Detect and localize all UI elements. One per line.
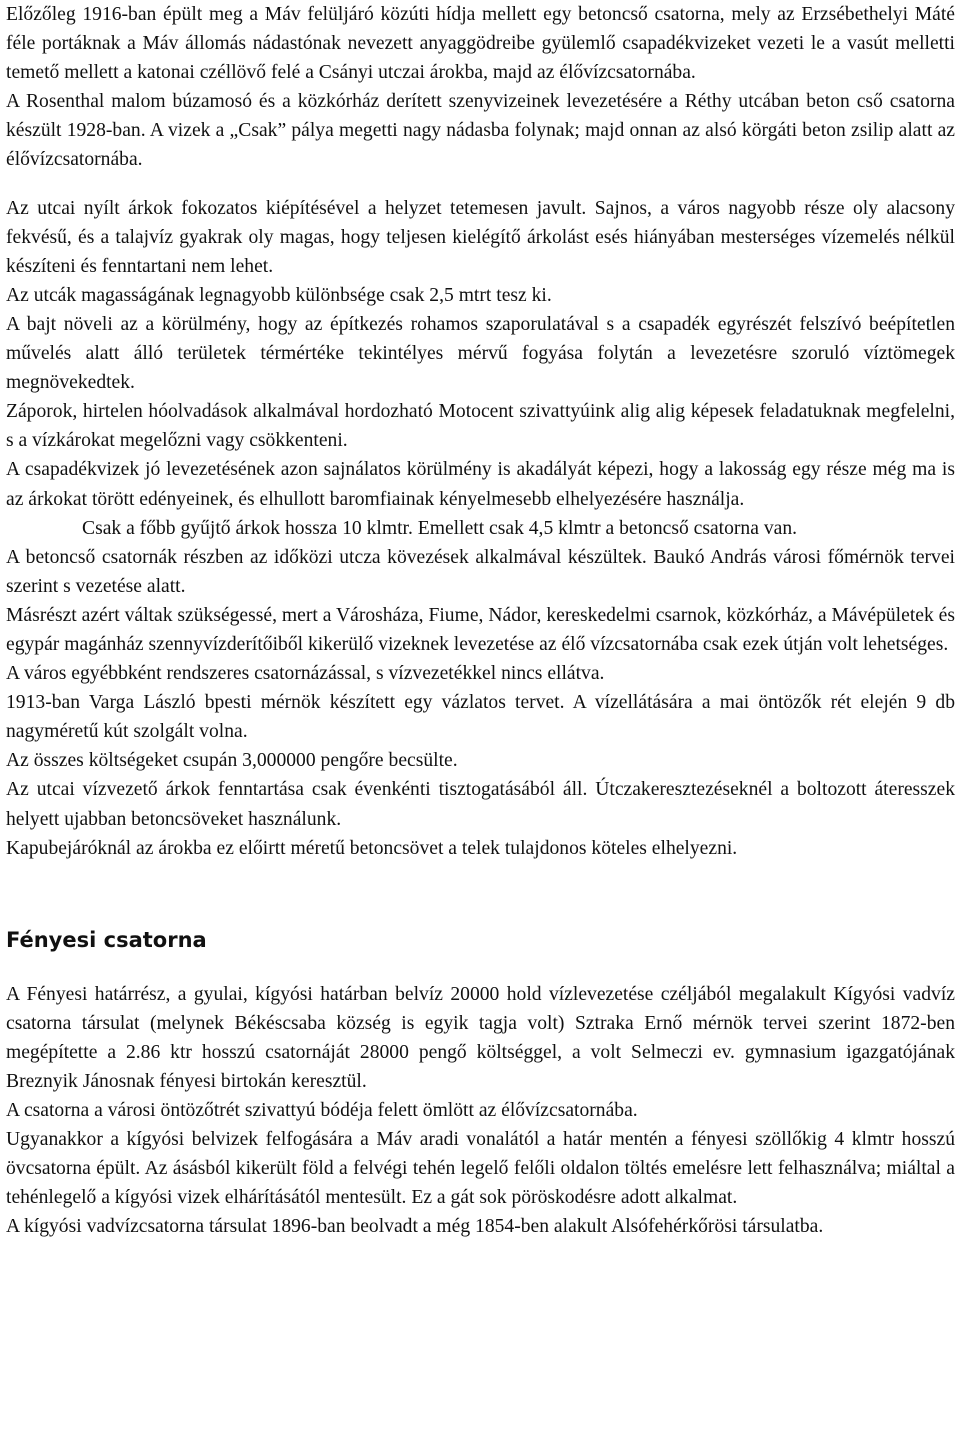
paragraph-varga-plan: 1913-ban Varga László bpesti mérnök készített egy vázlatos tervet. A vízellátására a mai öntözők rét elején 9 db nagyméretű kút szolgált volna. [6, 692, 955, 743]
paragraph-belt-canal: Ugyanakkor a kígyósi belvizek felfogására a Máv aradi vonalától a határ mentén a fényesi szöllőkig 4 klmtr hosszú övcsatorna épült. Az ásásból kikerült föld a felvégi tehén legelő felőli oldalon töltés emelésre lett felhasználva; miáltal a tehénlegelő a kígyósi vizek elhárításától mentesült. Ez a gát sok pöröskodésre adott alkalmat. [6, 1129, 955, 1209]
paragraph-rosenthal-mill: A Rosenthal malom búzamosó és a közkórház derített szenyvizeinek levezetésére a Réthy utcában beton cső csatorna készült 1928-ban. A vizek a „Csak” pálya megetti nagy nádasba folynak; majd onnan az alsó körgáti beton zsilip alatt az élővízcsatornába. [6, 91, 955, 171]
paragraph-downpours: Záporok, hirtelen hóolvadások alkalmával hordozható Motocent szivattyúink alig alig képesek feladatuknak megfelelni, s a vízkárokat megelőzni vagy csökkenteni. [6, 401, 955, 452]
paragraph-total-cost: Az összes költségeket csupán 3,000000 pengőre becsülte. [6, 750, 458, 772]
paragraph-canal-outflow: A csatorna a városi öntözőtrét szivattyú bódéja felett ömlött az élővízcsatornába. [6, 1100, 638, 1122]
paragraph-fenyesi-area: A Fényesi határrész, a gyulai, kígyósi határban belvíz 20000 hold vízlevezetése czéljából megalakult Kígyósi vadvíz csatorna társulat (melynek Békéscsaba község is egyik tagja volt) Sztraka Ernő mérnök tervei szerint 1872-ben megépítette a 2.86 ktr hosszú csatornáját 28000 pengő költséggel, a volt Selmeczi ev. gymnasium igazgatójának Breznyik Jánosnak fényesi birtokán keresztül. [6, 983, 955, 1092]
paragraph-no-sewerage: A város egyébbként rendszeres csatornázással, s vízvezetékkel nincs ellátva. [6, 663, 605, 685]
paragraph-construction-growth: A bajt növeli az a körülmény, hogy az építkezés rohamos szaporulatával s a csapadék egyrészét felszívó beépítetlen művelés alatt álló területek térmértéke tekintélyes mérvű fogyása folytán a levezetésre szoruló víztömegek megnövekedtek. [6, 313, 955, 394]
paragraph-gateway-pipes: Kapubejáróknál az árokba ez előirtt méretű betoncsövet a telek tulajdonos köteles elhelyezni. [6, 837, 738, 859]
paragraph-open-ditches: Az utcai nyílt árkok fokozatos kiépítésével a helyzet tetemesen javult. Sajnos, a város nagyobb része oly alacsony fekvésű, és a talajvíz gyakrak oly magas, hogy teljesen kielégítő árkolást esés hiányában mesterséges vízemelés nélkül készíteni és fenntartani nem lehet. [6, 197, 955, 277]
section-heading: Fényesi csatorna [6, 927, 207, 952]
paragraph-footbridge-canal: Előzőleg 1916-ban épült meg a Máv felüljáró közúti hídja mellett egy betoncső csatorna, mely az Erzsébethelyi Máté féle portáknak a Máv állomás nádastónak nevezett anyaggödreibe gyülemlő csapadékvizeket vezeti le a vasút melletti temető mellett a katonai czéllövő felé a Csányi utczai árokba, majd az élővízcsatornába. [6, 4, 955, 84]
paragraph-ditch-length: Csak a főbb gyűjtő árkok hossza 10 klmtr. Emellett csak 4,5 klmtr a betoncső csatorna van. [82, 517, 798, 539]
paragraph-street-height: Az utcák magasságának legnagyobb különbsége csak 2,5 mtrt tesz ki. [6, 284, 552, 306]
paragraph-necessity: Másrészt azért váltak szükségessé, mert a Városháza, Fiume, Nádor, kereskedelmi csarnok, közkórház, a Mávépületek és egypár magánház szennyvízderítőiből kikerülő vizeknek levezetése az élő vízcsatornába csak ezek útján volt lehetséges. [6, 604, 955, 655]
paragraph-ditch-misuse: A csapadékvizek jó levezetésének azon sajnálatos körülmény is akadályát képezi, hogy a lakosság egy része még ma is az árkokat törött edényeinek, és elhullott baromfiainak kényelmesebb elhelyezésére használja. [6, 459, 955, 510]
paragraph-concrete-pipes: A betoncső csatornák részben az időközi utcza kövezések alkalmával készültek. Baukó András városi főmérnök tervei szerint s vezetése alatt. [6, 546, 955, 597]
paragraph-ditch-maintenance: Az utcai vízvezető árkok fenntartása csak évenkénti tisztogatásából áll. Útczakeresztezéseknél a boltozott áteresszek helyett ujabban betoncsöveket használunk. [6, 779, 955, 830]
paragraph-association-merge: A kígyósi vadvízcsatorna társulat 1896-ban beolvadt a még 1854-ben alakult Alsófehérkőrösi társulatba. [6, 1216, 824, 1238]
